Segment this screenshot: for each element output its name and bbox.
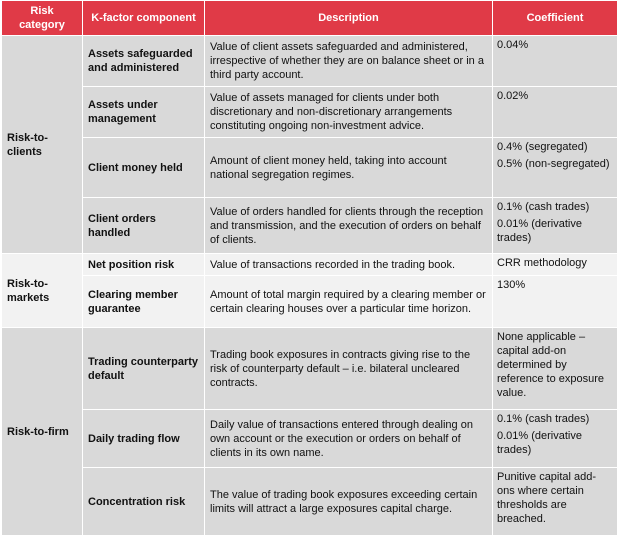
coefficient-value: 0.4% (segregated) — [497, 141, 588, 153]
description-cell: Daily value of transactions entered through dealing on own account or the execution or orders on behalf of clients in its own name. — [205, 410, 493, 468]
coefficient-value: 0.5% (non-segregated) — [497, 158, 610, 170]
header-coefficient: Coefficient — [493, 1, 618, 36]
component-cell: Assets under management — [83, 87, 205, 138]
description-cell: Value of client assets safeguarded and administered, irrespective of whether they are on balance sheet or in a third party account. — [205, 36, 493, 87]
coefficient-value: Punitive capital add-ons where certain thresholds are breached. — [497, 471, 597, 525]
coefficient-cell — [493, 410, 618, 468]
component-cell: Client money held — [83, 138, 205, 198]
table-row — [2, 410, 618, 468]
coefficient-value: 130% — [497, 279, 526, 291]
coefficient-value: CRR methodology — [497, 257, 587, 269]
table-row — [2, 276, 618, 328]
table-row — [2, 138, 618, 198]
coefficient-value: 0.01% (derivative trades) — [497, 218, 582, 244]
header-row — [2, 1, 618, 36]
table-row — [2, 87, 618, 138]
coefficient-value: None applicable – capital add-on determined by reference to exposure value. — [497, 331, 605, 399]
coefficient-value: 0.1% (cash trades) — [497, 201, 590, 213]
header-k-factor: K-factor component — [83, 1, 205, 36]
category-cell: Risk-to-firm — [2, 328, 83, 536]
description-cell: Value of orders handled for clients through the reception and transmission, and the execution of orders on behalf of clients. — [205, 198, 493, 254]
component-cell: Trading counterparty default — [83, 328, 205, 410]
header-description: Description — [205, 1, 493, 36]
coefficient-value: 0.01% (derivative trades) — [497, 430, 582, 456]
coefficient-value: 0.04% — [497, 39, 529, 51]
coefficient-cell — [493, 468, 618, 536]
coefficient-cell — [493, 138, 618, 198]
table-row — [2, 468, 618, 536]
coefficient-cell — [493, 328, 618, 410]
coefficient-cell — [493, 276, 618, 328]
component-cell: Net position risk — [83, 254, 205, 276]
description-cell: Trading book exposures in contracts giving rise to the risk of counterparty default – i.e. bilateral uncleared contracts. — [205, 328, 493, 410]
component-cell: Daily trading flow — [83, 410, 205, 468]
table-row — [2, 328, 618, 410]
description-cell: Amount of client money held, taking into account national segregation regimes. — [205, 138, 493, 198]
component-cell: Concentration risk — [83, 468, 205, 536]
coefficient-cell — [493, 87, 618, 138]
component-cell: Client orders handled — [83, 198, 205, 254]
header-risk-category: Risk category — [2, 1, 83, 36]
k-factor-table — [1, 0, 618, 536]
description-cell: Amount of total margin required by a clearing member or certain clearing houses over a particular time horizon. — [205, 276, 493, 328]
coefficient-cell — [493, 198, 618, 254]
component-cell: Assets safeguarded and administered — [83, 36, 205, 87]
table-row — [2, 198, 618, 254]
description-cell: Value of assets managed for clients under both discretionary and non-discretionary arrangements constituting ongoing non-investment advice. — [205, 87, 493, 138]
component-cell: Clearing member guarantee — [83, 276, 205, 328]
description-cell: Value of transactions recorded in the trading book. — [205, 254, 493, 276]
description-cell: The value of trading book exposures exceeding certain limits will attract a large exposures capital charge. — [205, 468, 493, 536]
coefficient-cell — [493, 36, 618, 87]
coefficient-cell — [493, 254, 618, 276]
category-cell: Risk-to-markets — [2, 254, 83, 328]
category-cell: Risk-to-clients — [2, 36, 83, 254]
table-row — [2, 254, 618, 276]
coefficient-value: 0.02% — [497, 90, 529, 102]
table-row — [2, 36, 618, 87]
coefficient-value: 0.1% (cash trades) — [497, 413, 590, 425]
